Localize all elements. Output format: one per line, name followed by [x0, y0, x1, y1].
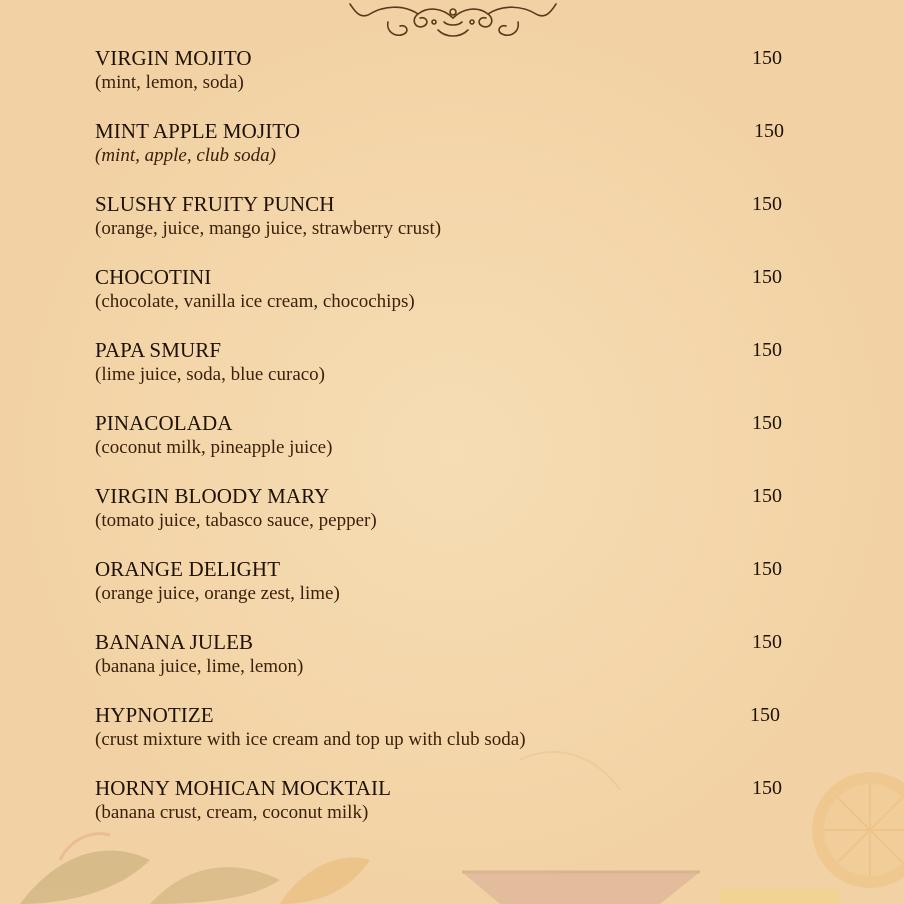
- item-description: (mint, lemon, soda): [95, 72, 244, 93]
- item-description: (mint, apple, club soda): [95, 145, 277, 166]
- item-name: HYPNOTIZE: [95, 703, 214, 727]
- item-price: 150: [750, 704, 780, 726]
- menu-item: [95, 411, 785, 484]
- menu-item: [95, 776, 785, 849]
- item-description: (orange juice, orange zest, lime): [95, 583, 340, 604]
- item-description: (banana crust, cream, coconut milk): [95, 802, 369, 823]
- item-name: HORNY MOHICAN MOCKTAIL: [95, 776, 392, 800]
- item-name: SLUSHY FRUITY PUNCH: [95, 192, 335, 216]
- menu-item: [95, 338, 785, 411]
- menu-item: [95, 119, 785, 192]
- item-price: 150: [752, 339, 782, 361]
- item-price: 150: [752, 266, 782, 288]
- item-name: BANANA JULEB: [95, 630, 254, 654]
- menu-item: [95, 703, 785, 776]
- item-description: (chocolate, vanilla ice cream, chocochips): [95, 291, 415, 312]
- item-name: ORANGE DELIGHT: [95, 557, 281, 581]
- item-price: 150: [752, 47, 782, 69]
- item-name: CHOCOTINI: [95, 265, 212, 289]
- menu-item: [95, 192, 785, 265]
- item-price: 150: [752, 485, 782, 507]
- item-name: MINT APPLE MOJITO: [95, 119, 301, 143]
- item-price: 150: [752, 193, 782, 215]
- menu-item: [95, 630, 785, 703]
- menu-item: [95, 265, 785, 338]
- ornament-flourish-icon: [348, 0, 558, 44]
- item-description: (orange, juice, mango juice, strawberry crust): [95, 218, 442, 239]
- menu-item: [95, 46, 785, 119]
- item-name: PAPA SMURF: [95, 338, 222, 362]
- cocktail-glass-icon: [462, 872, 700, 904]
- item-description: (tomato juice, tabasco sauce, pepper): [95, 510, 377, 531]
- item-name: VIRGIN MOJITO: [95, 46, 252, 70]
- item-name: VIRGIN BLOODY MARY: [95, 484, 330, 508]
- item-price: 150: [752, 777, 782, 799]
- item-price: 150: [752, 412, 782, 434]
- item-description: (coconut milk, pineapple juice): [95, 437, 333, 458]
- decor-box: [720, 888, 840, 904]
- mocktail-menu: [95, 46, 785, 849]
- item-description: (banana juice, lime, lemon): [95, 656, 304, 677]
- item-price: 150: [752, 558, 782, 580]
- item-name: PINACOLADA: [95, 411, 233, 435]
- item-price: 150: [754, 120, 784, 142]
- item-price: 150: [752, 631, 782, 653]
- menu-item: [95, 484, 785, 557]
- menu-item: [95, 557, 785, 630]
- item-description: (lime juice, soda, blue curaco): [95, 364, 326, 385]
- item-description: (crust mixture with ice cream and top up with club soda): [95, 729, 526, 750]
